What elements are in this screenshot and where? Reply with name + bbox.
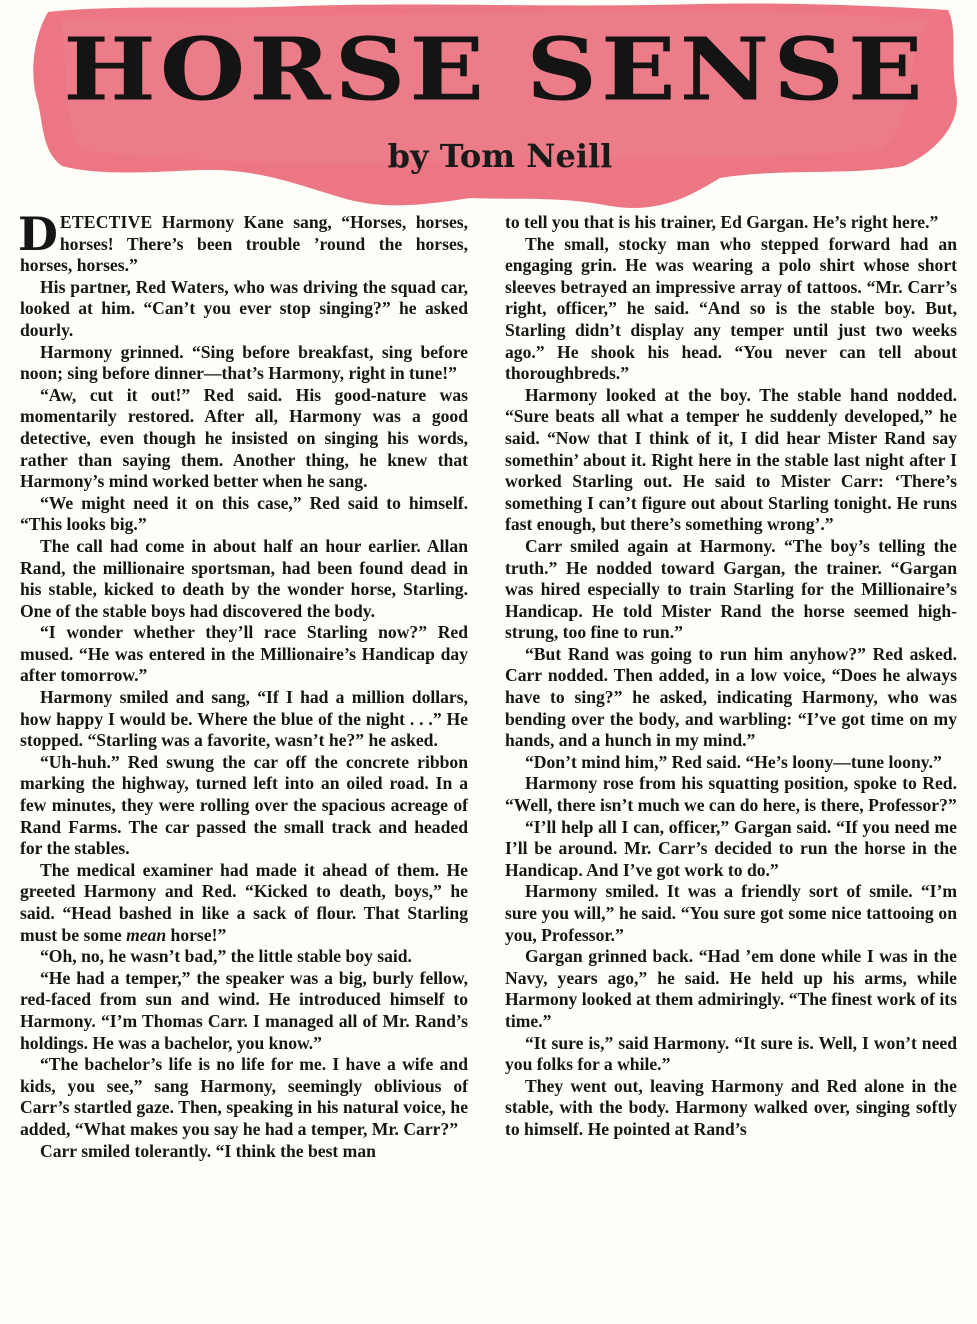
paragraph-text: The medical examiner had made it ahead of them. He greeted Harmony and Red. “Kicked to death, boys,” he said. “Head bashed in like a sack of flour. That Starling must be some — [20, 859, 468, 945]
paragraph: Carr smiled again at Harmony. “The boy’s telling the truth.” He nodded toward Gargan, the trainer. “Gargan was hired especially to train Starling for the Millionaire’s Handicap. He told Mister Rand the horse seemed high-strung, too fine to run.” — [505, 535, 957, 643]
paragraph: They went out, leaving Harmony and Red alone in the stable, with the body. Harmony walked over, singing softly to himself. He pointed at Rand’s — [505, 1075, 957, 1139]
author-byline: by Tom Neill — [387, 137, 613, 175]
paragraph: Harmony rose from his squatting position, spoke to Red. “Well, there isn’t much we can do here, is there, Professor?” — [505, 773, 957, 816]
paragraph: “Aw, cut it out!” Red said. His good-nature was momentarily restored. After all, Harmony was a good detective, even though he insisted on singing his words, rather than saying them. Another thing, he knew that Harmony’s mind worked better when he sang. — [20, 384, 468, 492]
right-column — [505, 212, 957, 1141]
paragraph: Harmony smiled. It was a friendly sort of smile. “I’m sure you will,” he said. “You sure got some nice tattooing on you, Professor.” — [505, 881, 957, 945]
paragraph: “It sure is,” said Harmony. “It sure is. Well, I won’t need you folks for a while.” — [505, 1032, 957, 1075]
paragraph: “Uh-huh.” Red swung the car off the concrete ribbon marking the highway, turned left into an oiled road. In a few minutes, they were rolling over the spacious acreage of Rand Farms. The car passed the small track and headed for the stables. — [20, 751, 468, 859]
paragraph: The small, stocky man who stepped forward had an engaging grin. He was wearing a polo shirt whose short sleeves betrayed an impressive array of tattoos. “Mr. Carr’s right, officer,” he said. “And so is the stable boy. But, Starling didn’t display any temper until just two weeks ago.” He shook his head. “You never can tell about thoroughbreds.” — [505, 233, 957, 384]
paragraph: Carr smiled tolerantly. “I think the best man — [40, 1140, 376, 1161]
paragraph — [20, 860, 468, 946]
paragraph: The call had come in about half an hour earlier. Allan Rand, the millionaire sportsman, had been found dead in his stable, kicked to death by the wonder horse, Starling. One of the stable boys had discovered the body. — [20, 535, 468, 621]
paragraph: “The bachelor’s life is no life for me. I have a wife and kids, you see,” sang Harmony, seemingly oblivious of Carr’s startled gaze. Then, speaking in his natural voice, he added, “What makes you say he had a temper, Mr. Carr?” — [20, 1054, 468, 1139]
italic-word: mean — [126, 924, 167, 945]
paragraph: Harmony looked at the boy. The stable hand nodded. “Sure beats all what a temper he suddenly developed,” he said. “Now that I think of it, I did hear Mister Rand say somethin’ about it. Right here in the stable last night after I worked Starling out. He said to Mister Carr: ‘There’s something I can’t figure out about Starling tonight. He runs fast enough, but there’s something wrong’.” — [505, 384, 957, 535]
paragraph: His partner, Red Waters, who was driving the squad car, looked at him. “Can’t you ever stop singing?” he asked dourly. — [20, 276, 468, 340]
lead-word: ETECTIVE — [59, 212, 153, 232]
paragraph: “I’ll help all I can, officer,” Gargan said. “If you need me I’ll be around. Mr. Carr’s decided to run the horse in the Handicap. And I’ve got work to do.” — [505, 816, 957, 880]
story-title: HORSE SENSE — [63, 19, 927, 121]
left-column — [18, 207, 468, 1162]
paragraph: “We might need it on this case,” Red said to himself. “This looks big.” — [20, 492, 468, 535]
paragraph: to tell you that is his trainer, Ed Gargan. He’s right here.” — [505, 212, 939, 232]
paragraph: Harmony grinned. “Sing before breakfast, sing before noon; sing before dinner—that’s Harmony, right in tune!” — [20, 341, 468, 384]
paragraph-text: horse!” — [166, 924, 227, 945]
paragraph: “I wonder whether they’ll race Starling now?” Red mused. “He was entered in the Millionaire’s Handicap day after tomorrow.” — [20, 622, 468, 686]
paragraph: Harmony smiled and sang, “If I had a million dollars, how happy I would be. Where the blue of the night . . .” He stopped. “Starling was a favorite, wasn’t he?” he asked. — [20, 687, 468, 751]
paragraph: “But Rand was going to run him anyhow?” Red asked. Carr nodded. Then added, in a low voice, “Does he always have to sing?” he asked, indicating Harmony, who was bending over the body, and warbling: “I’ve got time on my hands, and a hunch in my mind.” — [505, 643, 957, 751]
paragraph — [18, 207, 468, 277]
paragraph: “Don’t mind him,” Red said. “He’s loony—tune loony.” — [525, 751, 942, 772]
drop-cap: D — [18, 207, 58, 261]
paragraph-text: Harmony Kane sang, “Horses, horses, horses! There’s been trouble ’round the horses, horses, horses.” — [20, 212, 468, 276]
paragraph: “Oh, no, he wasn’t bad,” the little stable boy said. — [40, 946, 412, 967]
paragraph: “He had a temper,” the speaker was a big, burly fellow, red-faced from sun and wind. He introduced himself to Harmony. “I’m Thomas Carr. I managed all of Mr. Rand’s holdings. He was a bachelor, you know.” — [20, 967, 468, 1053]
paragraph: Gargan grinned back. “Had ’em done while I was in the Navy, years ago,” he said. He held up his arms, while Harmony looked at them admiringly. “The finest work of its time.” — [505, 946, 957, 1031]
